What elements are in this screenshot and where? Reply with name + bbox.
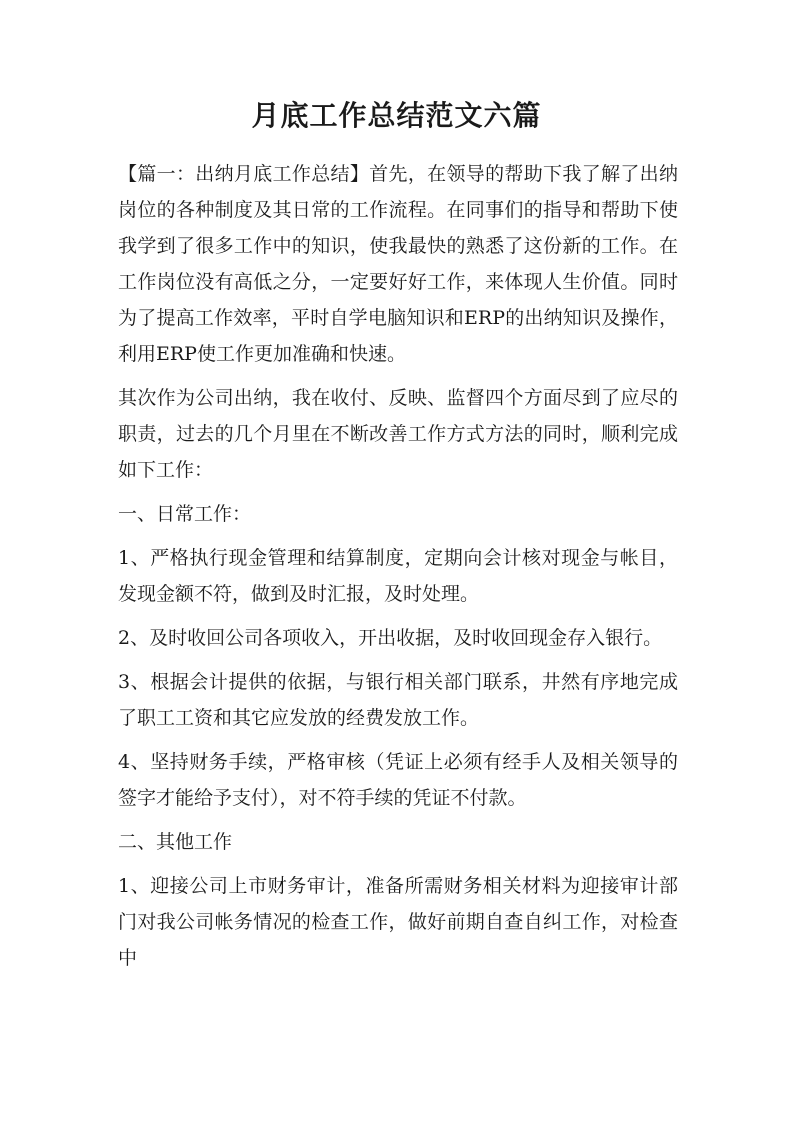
paragraph-intro: 【篇一：出纳月底工作总结】首先，在领导的帮助下我了解了出纳岗位的各种制度及其日常的工作流程。在同事们的指导和帮助下使我学到了很多工作中的知识，使我最快的熟悉了这份新的工作。在工作岗位没有高低之分，一定要好好工作，来体现人生价值。同时为了提高工作效率，平时自学电脑知识和ERP的出纳知识及操作，利用ERP使工作更加准确和快速。 bbox=[118, 163, 678, 365]
list-item: 3、根据会计提供的依据，与银行相关部门联系，井然有序地完成了职工工资和其它应发放的经费发放工作。 bbox=[118, 671, 678, 729]
list-item: 1、严格执行现金管理和结算制度，定期向会计核对现金与帐目，发现金额不符，做到及时汇报，及时处理。 bbox=[118, 547, 678, 605]
document-title: 月底工作总结范文六篇 bbox=[251, 99, 542, 132]
section-heading-other-work: 二、其他工作 bbox=[118, 831, 233, 853]
section-heading-daily-work: 一、日常工作： bbox=[118, 503, 252, 525]
list-item: 4、坚持财务手续，严格审核（凭证上必须有经手人及相关领导的签字才能给予支付），对不符手续的凭证不付款。 bbox=[118, 751, 678, 809]
list-item: 1、迎接公司上市财务审计，准备所需财务相关材料为迎接审计部门对我公司帐务情况的检查工作，做好前期自查自纠工作，对检查中 bbox=[118, 875, 678, 969]
paragraph-second: 其次作为公司出纳，我在收付、反映、监督四个方面尽到了应尽的职责，过去的几个月里在不断改善工作方式方法的同时，顺利完成如下工作： bbox=[118, 387, 678, 481]
document-body bbox=[118, 156, 678, 984]
list-item: 2、及时收回公司各项收入，开出收据，及时收回现金存入银行。 bbox=[118, 627, 663, 649]
